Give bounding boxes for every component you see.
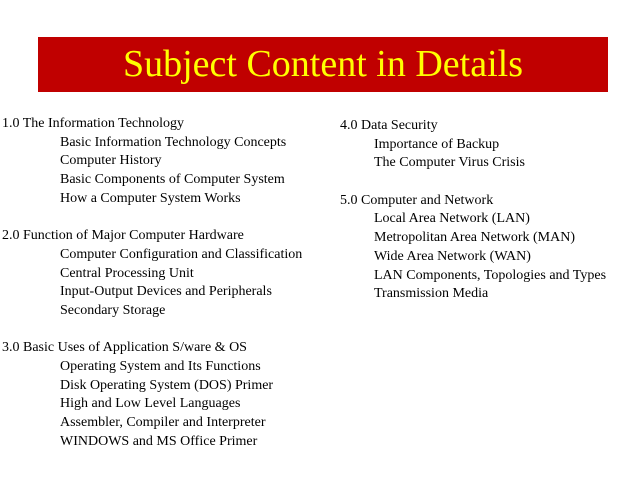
list-item: Computer History <box>60 153 162 169</box>
section-heading: 4.0 Data Security <box>340 118 438 133</box>
list-item: Assembler, Compiler and Interpreter <box>60 415 266 430</box>
section-2 <box>2 227 320 320</box>
slide-title-bar <box>38 37 608 92</box>
section-1 <box>2 115 320 208</box>
section-heading: 3.0 Basic Uses of Application S/ware & OS <box>2 340 247 356</box>
list-item: Metropolitan Area Network (MAN) <box>374 230 576 246</box>
section-spacer <box>2 321 320 340</box>
section-3 <box>2 339 320 451</box>
section-heading: 5.0 Computer and Network <box>340 192 494 208</box>
left-column <box>2 115 320 451</box>
list-item: Central Processing Unit <box>60 265 194 281</box>
section-4 <box>340 117 636 173</box>
list-item: Transmission Media <box>374 286 489 302</box>
list-item: Secondary Storage <box>60 302 166 318</box>
section-spacer <box>2 208 320 227</box>
section-heading: 2.0 Function of Major Computer Hardware <box>2 228 244 244</box>
list-item: WINDOWS and MS Office Primer <box>60 433 258 449</box>
list-item: High and Low Level Languages <box>60 396 241 412</box>
list-item: Operating System and Its Functions <box>60 358 261 374</box>
list-item: Local Area Network (LAN) <box>374 211 530 227</box>
list-item: Input-Output Devices and Peripherals <box>60 284 272 300</box>
list-item: Basic Information Technology Concepts <box>60 134 287 150</box>
list-item: Computer Configuration and Classification <box>60 246 303 262</box>
section-heading: 1.0 The Information Technology <box>2 116 185 131</box>
right-column <box>340 117 636 304</box>
list-item: LAN Components, Topologies and Types <box>374 267 607 283</box>
list-item: The Computer Virus Crisis <box>374 155 525 171</box>
list-item: Disk Operating System (DOS) Primer <box>60 377 274 393</box>
section-5 <box>340 192 636 304</box>
slide-title: Subject Content in Details <box>122 42 523 85</box>
list-item: Wide Area Network (WAN) <box>374 248 531 264</box>
section-spacer <box>340 173 636 192</box>
list-item: How a Computer System Works <box>60 190 241 206</box>
list-item: Basic Components of Computer System <box>60 172 285 188</box>
list-item: Importance of Backup <box>374 136 500 152</box>
